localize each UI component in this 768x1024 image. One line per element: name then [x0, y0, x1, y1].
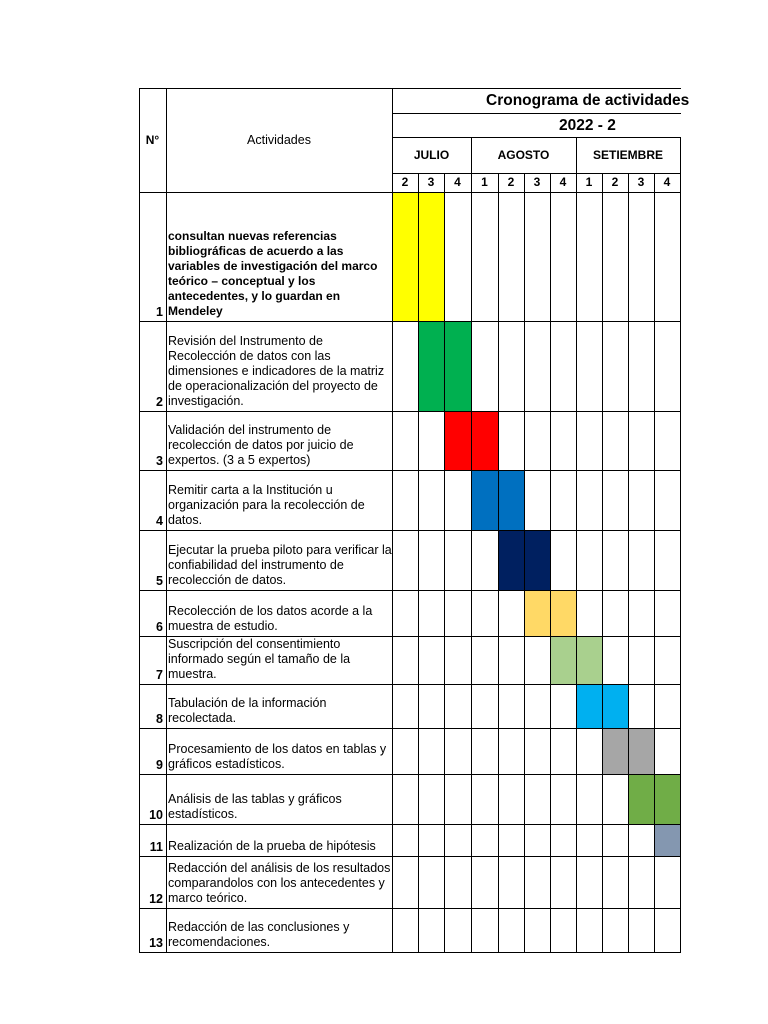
grid-line — [418, 173, 419, 953]
schedule-period: 2022 - 2 — [559, 116, 616, 134]
week-header: 3 — [533, 175, 541, 189]
week-header: 3 — [427, 175, 435, 189]
week-header: 2 — [507, 175, 515, 189]
activity-number: 6 — [156, 620, 163, 634]
activity-description: Realización de la prueba de hipótesis — [168, 839, 376, 853]
grid-line — [392, 113, 681, 114]
week-header: 1 — [481, 175, 488, 189]
grid-line — [139, 728, 681, 729]
activity-number: 5 — [156, 574, 163, 588]
column-header-number: N° — [145, 132, 160, 147]
grid-line — [139, 636, 681, 637]
gantt-bar-cell — [392, 192, 418, 321]
grid-line — [139, 824, 681, 825]
activity-description: consultan nuevas referencias bibliográficas de acuerdo a las variables de investigación del marco teórico – conceptual y los antecedentes, y lo guardan en Mendeley — [168, 229, 378, 318]
gantt-bar-cell — [602, 684, 628, 728]
grid-line — [139, 908, 681, 909]
activity-description: Redacción de las conclusiones y recomendaciones. — [168, 920, 350, 949]
activity-description: Análisis de las tablas y gráficos estadísticos. — [168, 792, 342, 821]
activity-number: 7 — [156, 668, 163, 682]
activity-description: Tabulación de la información recolectada. — [168, 696, 327, 725]
week-header: 4 — [663, 175, 671, 189]
grid-line — [139, 684, 681, 685]
gantt-bar-cell — [471, 470, 498, 530]
activity-description: Recolección de los datos acorde a la muestra de estudio. — [168, 604, 373, 633]
gantt-bar-cell — [550, 636, 576, 684]
week-header: 2 — [611, 175, 619, 189]
schedule-title: Cronograma de actividades — [486, 92, 690, 109]
activity-description: Procesamiento de los datos en tablas y gráficos estadísticos. — [168, 742, 387, 771]
activity-description: Redacción del análisis de los resultados comparandolos con los antecedentes y marco teórico. — [168, 861, 391, 905]
grid-line — [139, 411, 681, 412]
grid-line — [628, 173, 629, 953]
grid-line — [392, 173, 681, 174]
month-header: JULIO — [413, 147, 450, 162]
gantt-bar-cell — [471, 411, 498, 470]
activity-number: 8 — [156, 712, 163, 726]
activity-number: 1 — [156, 305, 163, 319]
activity-number: 4 — [156, 514, 163, 528]
grid-line — [139, 470, 681, 471]
gantt-bar-cell — [576, 684, 602, 728]
grid-line — [139, 321, 681, 322]
week-header: 4 — [454, 175, 461, 189]
activity-number: 10 — [149, 808, 163, 822]
gantt-bar-cell — [602, 728, 628, 774]
month-header: SETIEMBRE — [592, 147, 663, 162]
gantt-bar-cell — [444, 411, 471, 470]
week-header: 3 — [637, 175, 645, 189]
activity-number: 11 — [149, 840, 163, 854]
grid-line — [139, 856, 681, 857]
gantt-bar-cell — [524, 590, 550, 636]
grid-line — [602, 173, 603, 953]
grid-line — [139, 952, 681, 953]
grid-line — [576, 137, 577, 953]
gantt-bar-cell — [524, 530, 550, 590]
activity-description: Suscripción del consentimiento informado según el tamaño de la muestra. — [168, 637, 351, 681]
grid-line — [139, 192, 681, 193]
gantt-bar-cell — [444, 321, 471, 411]
gantt-bar-cell — [418, 192, 444, 321]
activity-description: Revisión del Instrumento de Recolección de datos con las dimensiones e indicadores de la matriz de operacionalización del proyecto de investigación. — [168, 334, 385, 408]
gantt-bar-cell — [498, 530, 524, 590]
grid-line — [139, 774, 681, 775]
activity-description: Validación del instrumento de recolección de datos por juicio de expertos. (3 a 5 expertos) — [168, 423, 354, 467]
grid-line — [471, 137, 472, 953]
gantt-bar-cell — [418, 321, 444, 411]
activity-description: Remitir carta a la Institución u organización para la recolección de datos. — [168, 483, 365, 527]
grid-line — [550, 173, 551, 953]
activity-description: Ejecutar la prueba piloto para verificar la confiabilidad del instrumento de recolección de datos. — [168, 543, 392, 587]
gantt-bar-cell — [654, 774, 680, 824]
grid-line — [139, 88, 681, 89]
month-header: AGOSTO — [497, 147, 550, 162]
activity-number: 13 — [149, 936, 163, 950]
grid-line — [392, 88, 393, 953]
gantt-bar-cell — [550, 590, 576, 636]
activity-number: 2 — [156, 395, 163, 409]
grid-line — [392, 137, 681, 138]
grid-line — [498, 173, 499, 953]
activity-number: 3 — [156, 454, 163, 468]
grid-line — [139, 88, 140, 953]
gantt-bar-cell — [498, 470, 524, 530]
gantt-bar-cell — [628, 774, 654, 824]
gantt-bar-cell — [628, 728, 654, 774]
gantt-bar-cell — [654, 824, 680, 856]
grid-line — [139, 530, 681, 531]
grid-line — [654, 173, 655, 953]
gantt-bar-cell — [576, 636, 602, 684]
week-header: 2 — [401, 175, 409, 189]
grid-line — [444, 173, 445, 953]
grid-line — [166, 88, 167, 953]
grid-line — [524, 173, 525, 953]
grid-line — [139, 590, 681, 591]
week-header: 1 — [585, 175, 593, 189]
grid-line — [680, 137, 681, 953]
activity-number: 9 — [156, 758, 163, 772]
week-header: 4 — [559, 175, 567, 189]
column-header-activities: Actividades — [247, 132, 311, 147]
activity-number: 12 — [149, 892, 163, 906]
